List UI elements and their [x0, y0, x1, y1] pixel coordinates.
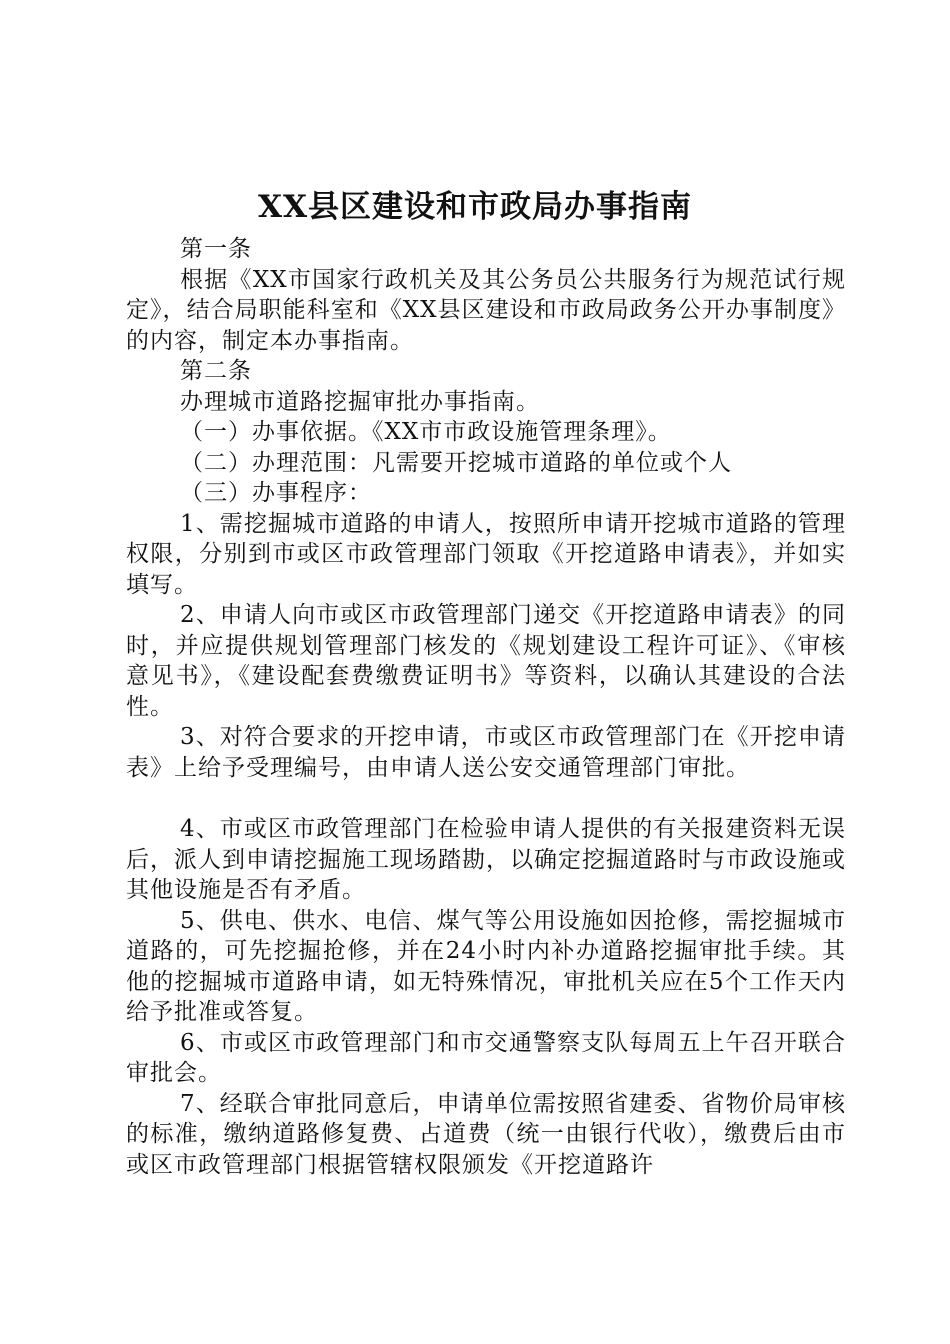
paragraph-step-1: 1、需挖掘城市道路的申请人，按照所申请开挖城市道路的管理权限，分别到市或区市政管理部门领取《开挖道路申请表》，并如实填写。: [126, 510, 846, 598]
paragraph-step-5: 5、供电、供水、电信、煤气等公用设施如因抢修，需挖掘城市道路的，可先挖掘抢修，并在24小时内补办道路挖掘审批手续。其他的挖掘城市道路申请，如无特殊情况，审批机关应在5个工作天内给予批准或答复。: [126, 907, 846, 1025]
paragraph-step-7: 7、经联合审批同意后，申请单位需按照省建委、省物价局审核的标准，缴纳道路修复费、占道费（统一由银行代收），缴费后由市或区市政管理部门根据管辖权限颁发《开挖道路许: [126, 1090, 846, 1178]
document-body: [126, 234, 846, 1180]
paragraph-basis: 根据《XX市国家行政机关及其公务员公共服务行为规范试行规定》，结合局职能科室和《XX县区建设和市政局政务公开办事制度》的内容，制定本办事指南。: [126, 266, 846, 354]
paragraph-step-4: 4、市或区市政管理部门在检验申请人提供的有关报建资料无误后，派人到申请挖掘施工现场踏勘，以确定挖掘道路时与市政设施或其他设施是否有矛盾。: [126, 816, 846, 903]
paragraph-step-2: 2、申请人向市或区市政管理部门递交《开挖道路申请表》的同时，并应提供规划管理部门核发的《规划建设工程许可证》、《审核意见书》，《建设配套费缴费证明书》等资料，以确认其建设的合法性。: [126, 602, 846, 720]
paragraph-step-6: 6、市或区市政管理部门和市交通警察支队每周五上午召开联合审批会。: [126, 1029, 846, 1086]
document-title: XX县区建设和市政局办事指南: [257, 189, 693, 225]
paragraph-guide-intro: 办理城市道路挖掘审批办事指南。: [180, 388, 540, 415]
paragraph-step-3: 3、对符合要求的开挖申请，市或区市政管理部门在《开挖申请表》上给予受理编号，由申请人送公安交通管理部门审批。: [126, 724, 846, 781]
paragraph-section-1: （一）办事依据。《XX市市政设施管理条理》。: [180, 419, 672, 445]
paragraph-section-3: （三）办事程序：: [180, 480, 372, 506]
paragraph-article-2-heading: 第二条: [180, 358, 252, 384]
paragraph-article-1-heading: 第一条: [180, 236, 252, 262]
paragraph-section-2: （二）办理范围：凡需要开挖城市道路的单位或个人: [180, 449, 732, 476]
